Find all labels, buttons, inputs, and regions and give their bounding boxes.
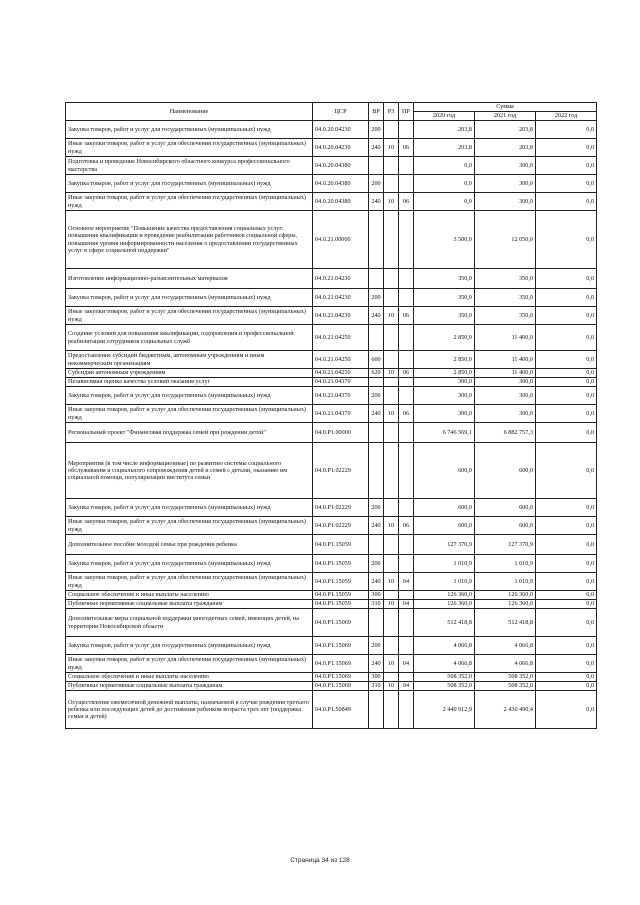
row-csr: 04.0.21.04370 (313, 387, 369, 405)
row-vr: 200 (369, 499, 384, 517)
row-pr (399, 443, 414, 499)
row-sum-2020: 600,0 (414, 517, 475, 535)
row-csr: 04.0.P1.15059 (313, 591, 369, 600)
table-row (66, 378, 597, 387)
row-sum-2020: 512 418,8 (414, 609, 475, 637)
row-csr: 04.0.P1.15069 (313, 637, 369, 655)
row-vr: 240 (369, 193, 384, 211)
row-sum-2021: 508 352,0 (475, 682, 536, 691)
row-sum-2021: 1 010,9 (475, 555, 536, 573)
row-csr: 04.0.21.04250 (313, 369, 369, 378)
row-name: Дополнительные меры социальной поддержки многодетных семей, имеющих детей, на территории Новосибирской области (66, 609, 313, 637)
row-name: Закупка товаров, работ и услуг для государственных (муниципальных) нужд (66, 289, 313, 307)
row-sum-2022: 0,0 (536, 139, 597, 157)
row-sum-2022: 0,0 (536, 655, 597, 673)
row-rz (384, 535, 399, 555)
row-sum-2022: 0,0 (536, 609, 597, 637)
row-sum-2020: 600,0 (414, 499, 475, 517)
row-csr: 04.0.21.04250 (313, 325, 369, 351)
row-name: Подготовка и проведение Новосибирского областного конкурса профессионального мастерства (66, 157, 313, 175)
row-sum-2022: 0,0 (536, 443, 597, 499)
row-pr (399, 175, 414, 193)
table-row (66, 591, 597, 600)
row-sum-2021: 4 066,8 (475, 655, 536, 673)
header-2021: 2021 год (475, 112, 536, 121)
table-row (66, 289, 597, 307)
row-sum-2021: 300,0 (475, 387, 536, 405)
table-row (66, 499, 597, 517)
row-vr: 240 (369, 517, 384, 535)
row-sum-2021: 300,0 (475, 378, 536, 387)
row-csr: 04.0.20.04230 (313, 139, 369, 157)
row-rz (384, 691, 399, 729)
row-sum-2020: 2 850,0 (414, 351, 475, 369)
row-sum-2020: 126 360,0 (414, 600, 475, 609)
row-vr (369, 691, 384, 729)
row-rz (384, 387, 399, 405)
row-csr: 04.0.P1.02229 (313, 517, 369, 535)
row-pr (399, 351, 414, 369)
row-rz (384, 121, 399, 139)
table-row (66, 121, 597, 139)
row-pr (399, 289, 414, 307)
row-sum-2020: 4 066,8 (414, 637, 475, 655)
row-sum-2020: 600,0 (414, 443, 475, 499)
row-pr: 04 (399, 573, 414, 591)
row-sum-2022: 0,0 (536, 378, 597, 387)
row-name: Закупка товаров, работ и услуг для государственных (муниципальных) нужд (66, 499, 313, 517)
row-name: Социальное обеспечение и иные выплаты населению (66, 673, 313, 682)
row-rz: 10 (384, 600, 399, 609)
row-name: Осуществление ежемесячной денежной выплаты, назначаемой в случае рождения третьего ребенка или последующих детей до достижения ребенком возраста трех лет (поддержка семьи и детей) (66, 691, 313, 729)
row-name: Социальное обеспечение и иные выплаты населению (66, 591, 313, 600)
row-sum-2022: 0,0 (536, 387, 597, 405)
row-rz: 10 (384, 369, 399, 378)
row-csr: 04.0.20.04380 (313, 157, 369, 175)
row-name: Иные закупки товаров, работ и услуг для обеспечения государственных (муниципальных) нужд (66, 307, 313, 325)
row-sum-2021: 11 400,0 (475, 351, 536, 369)
row-sum-2022: 0,0 (536, 157, 597, 175)
table-row (66, 307, 597, 325)
row-name: Изготовление информационно-разъяснительных материалов (66, 269, 313, 289)
row-vr: 310 (369, 682, 384, 691)
row-csr: 04.0.P1.15059 (313, 555, 369, 573)
row-rz (384, 637, 399, 655)
row-csr: 04.0.P1.00000 (313, 423, 369, 443)
row-rz (384, 499, 399, 517)
row-rz (384, 351, 399, 369)
row-vr: 600 (369, 351, 384, 369)
row-pr (399, 269, 414, 289)
row-pr: 04 (399, 682, 414, 691)
table-row (66, 573, 597, 591)
table-row (66, 535, 597, 555)
table-row (66, 269, 597, 289)
row-rz (384, 289, 399, 307)
row-sum-2020: 300,0 (414, 387, 475, 405)
row-vr (369, 609, 384, 637)
row-sum-2020: 203,8 (414, 139, 475, 157)
row-sum-2021: 350,0 (475, 289, 536, 307)
row-name: Основное мероприятие "Повышение качества предоставления социальных услуг: повышение квалификации и проведение реабилитации работников социальной сферы, повышение уровня информированности населения о предоставлении государственных услуг в сфере социальной поддержки" (66, 211, 313, 269)
row-sum-2022: 0,0 (536, 637, 597, 655)
row-vr: 240 (369, 655, 384, 673)
row-pr (399, 555, 414, 573)
row-rz: 10 (384, 655, 399, 673)
row-csr: 04.0.20.04380 (313, 193, 369, 211)
row-vr (369, 157, 384, 175)
row-sum-2021: 126 360,0 (475, 600, 536, 609)
row-csr: 04.0.P1.02229 (313, 443, 369, 499)
row-sum-2021: 203,8 (475, 121, 536, 139)
table-row (66, 673, 597, 682)
row-sum-2020: 300,0 (414, 378, 475, 387)
row-vr (369, 378, 384, 387)
row-sum-2022: 0,0 (536, 369, 597, 378)
row-rz: 10 (384, 193, 399, 211)
row-sum-2020: 0,0 (414, 193, 475, 211)
row-sum-2022: 0,0 (536, 535, 597, 555)
row-name: Иные закупки товаров, работ и услуг для обеспечения государственных (муниципальных) нужд (66, 655, 313, 673)
row-sum-2022: 0,0 (536, 405, 597, 423)
row-sum-2021: 203,8 (475, 139, 536, 157)
row-vr (369, 443, 384, 499)
row-csr: 04.0.P1.15069 (313, 673, 369, 682)
row-sum-2020: 300,0 (414, 405, 475, 423)
row-vr: 300 (369, 673, 384, 682)
table-row (66, 387, 597, 405)
row-sum-2021: 1 010,9 (475, 573, 536, 591)
row-sum-2020: 6 746 569,1 (414, 423, 475, 443)
row-sum-2020: 1 010,9 (414, 573, 475, 591)
row-vr (369, 423, 384, 443)
table-row (66, 405, 597, 423)
table-row (66, 175, 597, 193)
row-rz (384, 269, 399, 289)
row-vr (369, 325, 384, 351)
row-csr: 04.0.21.04370 (313, 378, 369, 387)
row-csr: 04.0.21.00000 (313, 211, 369, 269)
table-row (66, 609, 597, 637)
row-rz (384, 443, 399, 499)
row-name: Закупка товаров, работ и услуг для государственных (муниципальных) нужд (66, 387, 313, 405)
row-rz (384, 609, 399, 637)
row-pr: 06 (399, 307, 414, 325)
row-pr (399, 591, 414, 600)
row-csr: 04.0.P1.15059 (313, 600, 369, 609)
row-name: Иные закупки товаров, работ и услуг для обеспечения государственных (муниципальных) нужд (66, 139, 313, 157)
row-pr (399, 535, 414, 555)
row-pr: 04 (399, 655, 414, 673)
row-vr: 200 (369, 555, 384, 573)
row-pr (399, 387, 414, 405)
row-sum-2022: 0,0 (536, 175, 597, 193)
row-name: Иные закупки товаров, работ и услуг для обеспечения государственных (муниципальных) нужд (66, 573, 313, 591)
row-sum-2022: 0,0 (536, 573, 597, 591)
row-sum-2021: 300,0 (475, 193, 536, 211)
row-rz: 10 (384, 682, 399, 691)
row-sum-2022: 0,0 (536, 555, 597, 573)
row-sum-2020: 2 850,0 (414, 369, 475, 378)
header-vr: ВР (369, 103, 384, 121)
row-sum-2021: 11 400,0 (475, 325, 536, 351)
row-rz (384, 555, 399, 573)
row-csr: 04.0.21.04230 (313, 289, 369, 307)
table-row (66, 211, 597, 269)
row-sum-2021: 2 430 490,4 (475, 691, 536, 729)
header-2020: 2020 год (414, 112, 475, 121)
row-name: Создание условий для повышения квалификации, оздоровления и профессиональной реабилитации сотрудников социальных служб (66, 325, 313, 351)
row-sum-2021: 350,0 (475, 269, 536, 289)
row-rz (384, 211, 399, 269)
row-sum-2020: 3 500,0 (414, 211, 475, 269)
row-sum-2022: 0,0 (536, 673, 597, 682)
row-pr (399, 325, 414, 351)
table-row (66, 637, 597, 655)
row-rz (384, 378, 399, 387)
row-name: Иные закупки товаров, работ и услуг для обеспечения государственных (муниципальных) нужд (66, 517, 313, 535)
row-sum-2020: 0,0 (414, 175, 475, 193)
row-pr: 06 (399, 517, 414, 535)
row-csr: 04.0.21.04230 (313, 307, 369, 325)
row-rz: 10 (384, 307, 399, 325)
row-rz: 10 (384, 139, 399, 157)
header-rz: РЗ (384, 103, 399, 121)
table-row (66, 157, 597, 175)
row-pr (399, 157, 414, 175)
table-row (66, 555, 597, 573)
row-sum-2020: 350,0 (414, 269, 475, 289)
row-sum-2020: 0,0 (414, 157, 475, 175)
row-rz (384, 423, 399, 443)
row-csr: 04.0.P1.02229 (313, 499, 369, 517)
table-row (66, 443, 597, 499)
row-csr: 04.0.P1.15069 (313, 682, 369, 691)
row-name: Иные закупки товаров, работ и услуг для обеспечения государственных (муниципальных) нужд (66, 193, 313, 211)
header-sum: Сумма (414, 103, 597, 112)
table-row (66, 351, 597, 369)
row-rz: 10 (384, 517, 399, 535)
row-pr: 06 (399, 139, 414, 157)
row-name: Закупка товаров, работ и услуг для государственных (муниципальных) нужд (66, 555, 313, 573)
row-sum-2020: 4 066,8 (414, 655, 475, 673)
row-vr: 200 (369, 637, 384, 655)
row-csr: 04.0.21.04250 (313, 351, 369, 369)
row-sum-2021: 508 352,0 (475, 673, 536, 682)
row-pr (399, 499, 414, 517)
row-rz (384, 175, 399, 193)
row-sum-2022: 0,0 (536, 121, 597, 139)
header-csr: ЦСР (313, 103, 369, 121)
row-pr: 06 (399, 369, 414, 378)
row-pr (399, 637, 414, 655)
row-vr: 240 (369, 139, 384, 157)
row-csr: 04.0.21.04230 (313, 269, 369, 289)
table-row (66, 193, 597, 211)
budget-table (65, 102, 597, 729)
row-sum-2022: 0,0 (536, 423, 597, 443)
row-name: Дополнительное пособие молодой семье при рождении ребенка (66, 535, 313, 555)
row-vr: 200 (369, 289, 384, 307)
row-name: Закупка товаров, работ и услуг для государственных (муниципальных) нужд (66, 175, 313, 193)
row-vr: 240 (369, 573, 384, 591)
table-row (66, 423, 597, 443)
row-sum-2020: 127 370,9 (414, 535, 475, 555)
row-sum-2022: 0,0 (536, 682, 597, 691)
row-csr: 04.0.20.04230 (313, 121, 369, 139)
row-sum-2022: 0,0 (536, 211, 597, 269)
table-row (66, 369, 597, 378)
row-name: Субсидии автономным учреждениям (66, 369, 313, 378)
row-sum-2022: 0,0 (536, 193, 597, 211)
row-sum-2020: 126 360,0 (414, 591, 475, 600)
table-row (66, 682, 597, 691)
row-rz (384, 673, 399, 682)
row-sum-2022: 0,0 (536, 691, 597, 729)
row-vr: 200 (369, 387, 384, 405)
row-sum-2020: 350,0 (414, 289, 475, 307)
table-row (66, 691, 597, 729)
row-sum-2020: 203,8 (414, 121, 475, 139)
row-sum-2020: 2 850,0 (414, 325, 475, 351)
row-pr (399, 121, 414, 139)
row-csr: 04.0.P1.50849 (313, 691, 369, 729)
table-row (66, 517, 597, 535)
row-name: Региональный проект "Финансовая поддержка семей при рождении детей" (66, 423, 313, 443)
row-rz: 10 (384, 405, 399, 423)
row-sum-2021: 512 418,8 (475, 609, 536, 637)
row-sum-2021: 12 050,0 (475, 211, 536, 269)
row-pr (399, 211, 414, 269)
row-sum-2021: 350,0 (475, 307, 536, 325)
table-row (66, 139, 597, 157)
row-pr: 04 (399, 600, 414, 609)
table-row (66, 325, 597, 351)
row-vr: 310 (369, 600, 384, 609)
row-sum-2021: 300,0 (475, 175, 536, 193)
row-sum-2021: 126 360,0 (475, 591, 536, 600)
row-csr: 04.0.21.04370 (313, 405, 369, 423)
row-rz (384, 591, 399, 600)
row-pr (399, 423, 414, 443)
row-vr (369, 269, 384, 289)
row-vr: 240 (369, 307, 384, 325)
row-sum-2022: 0,0 (536, 289, 597, 307)
row-sum-2022: 0,0 (536, 325, 597, 351)
row-name: Публичные нормативные социальные выплаты гражданам (66, 600, 313, 609)
row-name: Закупка товаров, работ и услуг для государственных (муниципальных) нужд (66, 121, 313, 139)
row-name: Независимая оценка качества условий оказания услуг (66, 378, 313, 387)
row-sum-2022: 0,0 (536, 307, 597, 325)
row-csr: 04.0.P1.15059 (313, 573, 369, 591)
row-vr: 200 (369, 175, 384, 193)
row-vr: 200 (369, 121, 384, 139)
row-name: Публичные нормативные социальные выплаты гражданам (66, 682, 313, 691)
row-name: Предоставление субсидий бюджетным, автономным учреждениям и иным некоммерческим организациям (66, 351, 313, 369)
row-csr: 04.0.20.04380 (313, 175, 369, 193)
row-sum-2020: 508 352,0 (414, 673, 475, 682)
row-sum-2022: 0,0 (536, 269, 597, 289)
table-body (66, 121, 597, 729)
table-row (66, 600, 597, 609)
row-sum-2021: 600,0 (475, 443, 536, 499)
row-pr (399, 378, 414, 387)
row-sum-2021: 300,0 (475, 405, 536, 423)
row-sum-2022: 0,0 (536, 600, 597, 609)
row-pr (399, 673, 414, 682)
row-sum-2020: 508 352,0 (414, 682, 475, 691)
row-csr: 04.0.P1.15069 (313, 609, 369, 637)
row-csr: 04.0.P1.15069 (313, 655, 369, 673)
row-sum-2020: 1 010,9 (414, 555, 475, 573)
row-sum-2020: 2 440 912,9 (414, 691, 475, 729)
row-sum-2021: 4 066,8 (475, 637, 536, 655)
row-sum-2022: 0,0 (536, 499, 597, 517)
row-sum-2021: 127 370,9 (475, 535, 536, 555)
row-sum-2021: 600,0 (475, 499, 536, 517)
row-sum-2021: 300,0 (475, 157, 536, 175)
row-sum-2021: 11 400,0 (475, 369, 536, 378)
header-pr: ПР (399, 103, 414, 121)
row-sum-2022: 0,0 (536, 517, 597, 535)
row-vr: 620 (369, 369, 384, 378)
row-pr (399, 609, 414, 637)
row-sum-2022: 0,0 (536, 591, 597, 600)
row-name: Иные закупки товаров, работ и услуг для обеспечения государственных (муниципальных) нужд (66, 405, 313, 423)
row-sum-2021: 6 882 757,3 (475, 423, 536, 443)
row-pr: 06 (399, 193, 414, 211)
page-number: Страница 34 из 128 (290, 857, 350, 864)
row-vr: 240 (369, 405, 384, 423)
row-rz (384, 325, 399, 351)
row-vr (369, 535, 384, 555)
row-csr: 04.0.P1.15059 (313, 535, 369, 555)
row-sum-2020: 350,0 (414, 307, 475, 325)
row-vr: 300 (369, 591, 384, 600)
row-sum-2022: 0,0 (536, 351, 597, 369)
row-pr (399, 691, 414, 729)
row-pr: 06 (399, 405, 414, 423)
row-rz: 10 (384, 573, 399, 591)
row-rz (384, 157, 399, 175)
table-row (66, 655, 597, 673)
row-name: Закупка товаров, работ и услуг для государственных (муниципальных) нужд (66, 637, 313, 655)
row-sum-2021: 600,0 (475, 517, 536, 535)
header-name: Наименование (66, 103, 313, 121)
row-vr (369, 211, 384, 269)
row-name: Мероприятия (в том числе информационные) по развитию системы социального обслуживания и социального сопровождения детей и семей с детьми, оказанию им социальной помощи, популяризации института семьи (66, 443, 313, 499)
header-2022: 2022 год (536, 112, 597, 121)
